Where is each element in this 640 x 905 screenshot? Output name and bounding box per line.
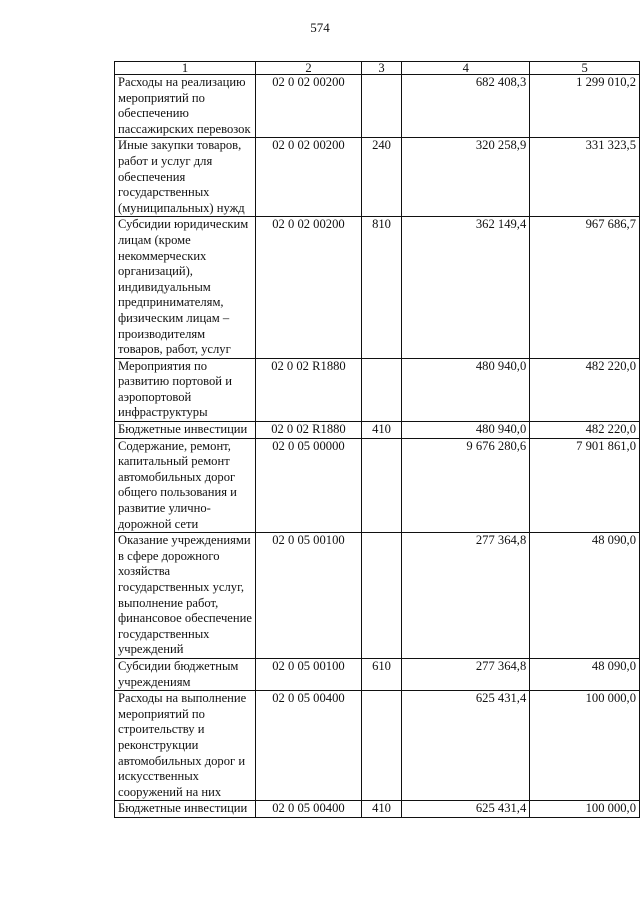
row-value-1: 9 676 280,6 (402, 438, 530, 533)
table-row (115, 801, 640, 818)
header-cell-4: 4 (402, 62, 530, 75)
row-name: Иные закупки товаров, работ и услуг для обеспечения государственных (муниципальных) нужд (115, 138, 256, 217)
row-value-1: 320 258,9 (402, 138, 530, 217)
row-value-1: 362 149,4 (402, 217, 530, 358)
row-name: Расходы на выполнение мероприятий по строительству и реконструкции автомобильных дорог и искусственных сооружений на них (115, 691, 256, 801)
row-name: Мероприятия по развитию портовой и аэропортовой инфраструктуры (115, 358, 256, 421)
table-row (115, 533, 640, 659)
row-value-1: 277 364,8 (402, 533, 530, 659)
row-type (361, 75, 402, 138)
row-value-2: 331 323,5 (530, 138, 640, 217)
page-number: 574 (310, 20, 330, 35)
row-code: 02 0 02 R1880 (256, 422, 362, 439)
row-type (361, 691, 402, 801)
row-value-2: 48 090,0 (530, 658, 640, 690)
row-value-2: 482 220,0 (530, 422, 640, 439)
header-cell-2: 2 (256, 62, 362, 75)
header-cell-1: 1 (115, 62, 256, 75)
row-value-2: 48 090,0 (530, 533, 640, 659)
row-code: 02 0 05 00400 (256, 801, 362, 818)
row-code: 02 0 05 00400 (256, 691, 362, 801)
row-type (361, 438, 402, 533)
row-code: 02 0 05 00100 (256, 533, 362, 659)
row-code: 02 0 05 00000 (256, 438, 362, 533)
table-body (115, 75, 640, 818)
table-row (115, 75, 640, 138)
row-code: 02 0 02 00200 (256, 75, 362, 138)
row-type: 410 (361, 422, 402, 439)
row-name: Расходы на реализацию мероприятий по обеспечению пассажирских перевозок (115, 75, 256, 138)
table-row (115, 217, 640, 358)
row-value-1: 277 364,8 (402, 658, 530, 690)
table-row (115, 422, 640, 439)
row-value-1: 625 431,4 (402, 801, 530, 818)
row-type: 240 (361, 138, 402, 217)
row-value-2: 100 000,0 (530, 801, 640, 818)
row-code: 02 0 02 00200 (256, 217, 362, 358)
row-value-2: 7 901 861,0 (530, 438, 640, 533)
table-header (115, 62, 640, 75)
row-type (361, 358, 402, 421)
row-value-2: 967 686,7 (530, 217, 640, 358)
row-value-2: 100 000,0 (530, 691, 640, 801)
row-code: 02 0 02 R1880 (256, 358, 362, 421)
row-value-1: 625 431,4 (402, 691, 530, 801)
row-name: Бюджетные инвестиции (115, 801, 256, 818)
row-type: 410 (361, 801, 402, 818)
row-type (361, 533, 402, 659)
row-value-1: 480 940,0 (402, 358, 530, 421)
budget-table (114, 61, 640, 818)
header-cell-3: 3 (361, 62, 402, 75)
row-name: Содержание, ремонт, капитальный ремонт автомобильных дорог общего пользования и развитие улично-дорожной сети (115, 438, 256, 533)
header-cell-5: 5 (530, 62, 640, 75)
row-value-2: 1 299 010,2 (530, 75, 640, 138)
row-name: Субсидии бюджетным учреждениям (115, 658, 256, 690)
row-type: 610 (361, 658, 402, 690)
table-row (115, 138, 640, 217)
row-code: 02 0 05 00100 (256, 658, 362, 690)
row-name: Бюджетные инвестиции (115, 422, 256, 439)
table-row (115, 658, 640, 690)
table-row (115, 438, 640, 533)
row-value-2: 482 220,0 (530, 358, 640, 421)
row-name: Оказание учреждениями в сфере дорожного хозяйства государственных услуг, выполнение работ, финансовое обеспечение государственных учреждений (115, 533, 256, 659)
row-value-1: 682 408,3 (402, 75, 530, 138)
header-row (115, 62, 640, 75)
row-value-1: 480 940,0 (402, 422, 530, 439)
row-name: Субсидии юридическим лицам (кроме некоммерческих организаций), индивидуальным предпринимателям, физическим лицам – производителям товаров, работ, услуг (115, 217, 256, 358)
row-type: 810 (361, 217, 402, 358)
row-code: 02 0 02 00200 (256, 138, 362, 217)
table-row (115, 691, 640, 801)
table-row (115, 358, 640, 421)
